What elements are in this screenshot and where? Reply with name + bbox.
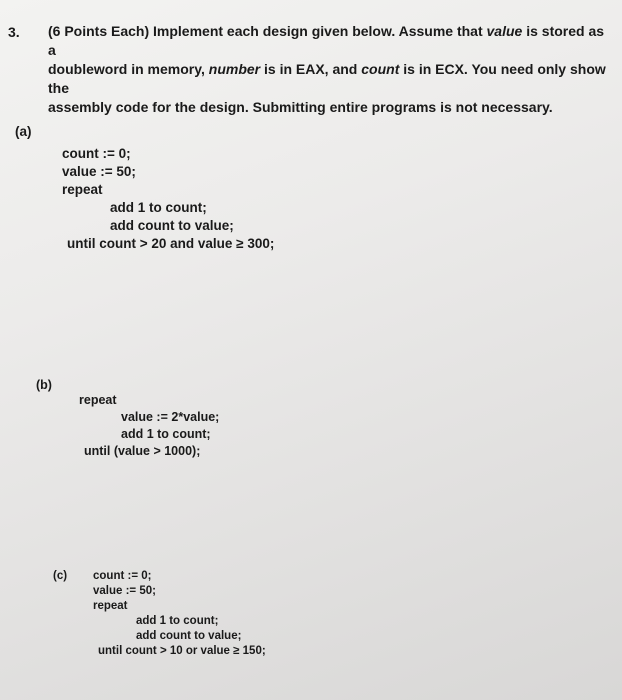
question-line-3: assembly code for the design. Submitting entire programs is not necessary. xyxy=(48,99,553,115)
part-c-label: (c) xyxy=(53,570,68,582)
question-text xyxy=(48,22,608,117)
question-number: 3. xyxy=(8,24,20,40)
part-c-line: repeat xyxy=(93,600,128,612)
part-a-line: repeat xyxy=(62,182,103,197)
part-c-line: until count > 10 or value ≥ 150; xyxy=(98,645,266,657)
part-b-line: add 1 to count; xyxy=(121,427,211,441)
part-a-line: value := 50; xyxy=(62,164,136,179)
part-a-line: add 1 to count; xyxy=(110,200,207,215)
part-c-line: add count to value; xyxy=(136,630,242,642)
part-b-label: (b) xyxy=(36,378,52,392)
question-line-1: (6 Points Each) Implement each design given below. Assume that value is stored as a xyxy=(48,23,605,58)
part-a-line: until count > 20 and value ≥ 300; xyxy=(67,236,275,251)
part-b-line: repeat xyxy=(79,393,117,407)
question-line-2: doubleword in memory, number is in EAX, and count is in ECX. You need only show the xyxy=(48,61,606,96)
part-a-label: (a) xyxy=(15,124,32,139)
part-c-line: add 1 to count; xyxy=(136,615,219,627)
part-b-line: until (value > 1000); xyxy=(84,444,201,458)
part-a-line: add count to value; xyxy=(110,218,234,233)
part-b-line: value := 2*value; xyxy=(121,410,220,424)
part-c-line: count := 0; xyxy=(93,570,152,582)
part-c-line: value := 50; xyxy=(93,585,156,597)
part-a-line: count := 0; xyxy=(62,146,131,161)
points-label: (6 Points Each) xyxy=(48,23,150,39)
